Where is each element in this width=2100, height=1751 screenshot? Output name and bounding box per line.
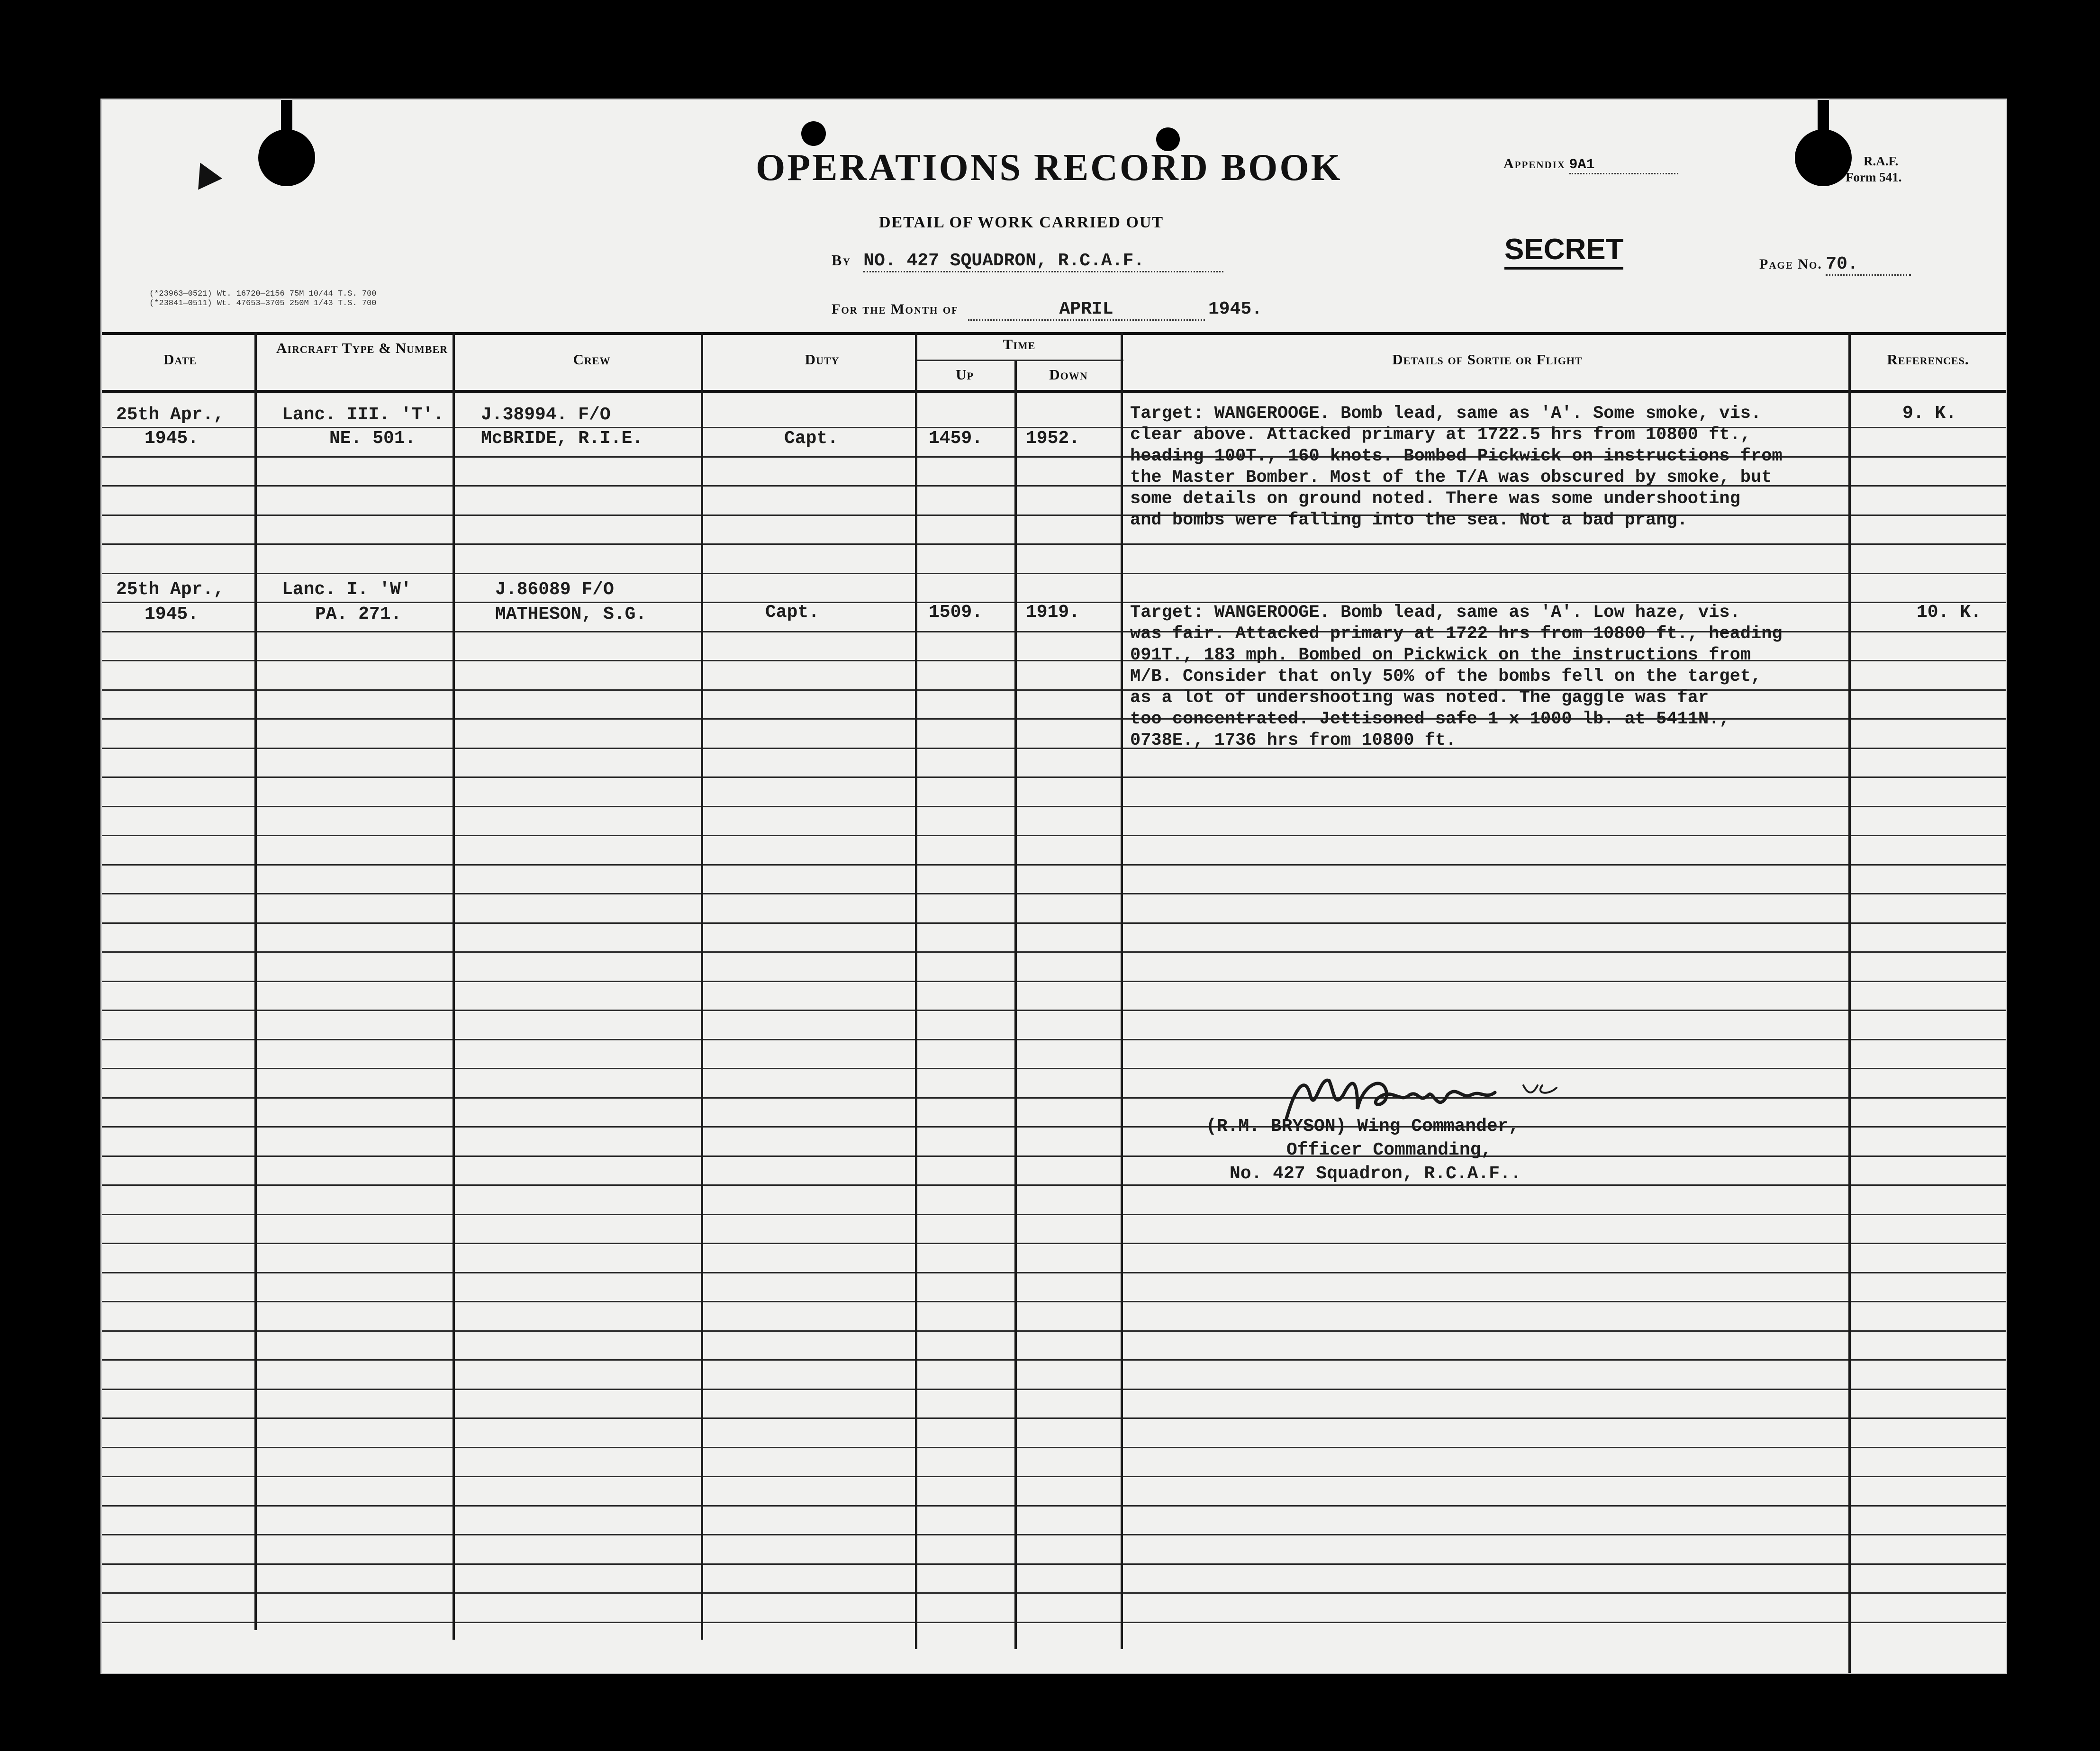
col-down: Down (1049, 366, 1088, 383)
month-label: For the Month of (832, 301, 959, 317)
divider-crew (701, 332, 703, 1640)
ruled-line (102, 1476, 2006, 1477)
ruled-line (102, 1417, 2006, 1419)
classification-stamp: SECRET (1504, 233, 1623, 270)
form-code (1846, 153, 1901, 185)
ruled-line (102, 922, 2006, 924)
entry2-up: 1509. (929, 602, 983, 623)
ruled-line (102, 1097, 2006, 1099)
entry1-date: 25th Apr., 1945. (116, 405, 225, 449)
entry2-reference: 10. K. (1917, 602, 1982, 623)
divider-time (1014, 361, 1017, 1649)
ruled-line (102, 1534, 2006, 1535)
print-codes (149, 289, 376, 308)
ruled-line (102, 1505, 2006, 1507)
ruled-line (102, 1068, 2006, 1069)
appendix-value: 9A1 (1569, 157, 1678, 174)
signature-name: (R.M. BRYSON) Wing Commander, (1206, 1116, 1520, 1137)
page-number (1759, 254, 1911, 276)
page-label: Page No. (1759, 256, 1822, 272)
divider-details (1848, 332, 1851, 1673)
form-code-line2: Form 541. (1846, 170, 1902, 184)
form-title: OPERATIONS RECORD BOOK (756, 147, 1342, 189)
divider-date (254, 332, 257, 1630)
ruled-line (102, 1039, 2006, 1040)
time-header-split (915, 360, 1123, 361)
ruled-line (102, 543, 2006, 545)
page-value: 70. (1826, 254, 1911, 276)
col-crew: Crew (573, 351, 611, 368)
punch-hole-right (1795, 129, 1852, 186)
appendix (1503, 156, 1678, 174)
entry1-duty: Capt. (784, 428, 839, 449)
month-line (832, 299, 1262, 321)
entry2-down: 1919. (1026, 602, 1080, 623)
col-aircraft: Aircraft Type & Number (276, 340, 448, 356)
ruled-line (102, 1389, 2006, 1390)
ink-mark (188, 157, 222, 190)
entry2-date: 25th Apr., 1945. (116, 579, 225, 624)
col-time: Time (1003, 336, 1036, 352)
header-bottom-border (102, 390, 2006, 393)
handwritten-signature-text (1277, 1066, 1280, 1067)
table-top-border (102, 332, 2006, 335)
ruled-line (102, 1214, 2006, 1215)
ruled-line (102, 1272, 2006, 1273)
ruled-line (102, 573, 2006, 574)
signature-title: Officer Commanding, (1286, 1140, 1492, 1160)
ruled-line (102, 1592, 2006, 1594)
col-up: Up (956, 366, 974, 383)
entry2-crew: J.86089 F/O MATHESON, S.G. (495, 579, 647, 624)
ruled-line (102, 1301, 2006, 1302)
print-code-2: (*23841—0511) Wt. 47653—3705 250M 1/43 T.S. 700 (149, 299, 377, 308)
ruled-line (102, 1184, 2006, 1186)
col-date: Date (163, 351, 197, 368)
entry2-aircraft: Lanc. I. 'W' PA. 271. (282, 579, 412, 624)
entry1-details: Target: WANGEROOGE. Bomb lead, same as 'A'. Some smoke, vis. clear above. Attacked primary at 1722.5 hrs from 10800 ft., heading 100T., 160 knots. Bombed Pickwick on instructions from the Master Bomber. Most of the T/A was obscured by smoke, but some details on ground noted. There was some undershooting and bombs were falling into the sea. Not a bad prang. (1130, 404, 1783, 530)
ruled-line (102, 835, 2006, 836)
entry2-duty: Capt. (765, 602, 820, 623)
punch-slot-right (1818, 100, 1829, 138)
ruled-line (102, 1010, 2006, 1011)
ruled-line (102, 1563, 2006, 1565)
print-code-1: (*23963—0521) Wt. 16720—2156 75M 10/44 T.S. 700 (149, 289, 377, 298)
by-label: By (832, 252, 851, 269)
subtitle: DETAIL OF WORK CARRIED OUT (879, 214, 1164, 231)
entry1-reference: 9. K. (1902, 403, 1957, 424)
record-sheet (100, 99, 2007, 1674)
ruled-line (102, 1155, 2006, 1157)
ruled-line (102, 1126, 2006, 1128)
divider-aircraft (453, 332, 455, 1640)
ruled-line (102, 1330, 2006, 1332)
col-details: Details of Sortie or Flight (1392, 351, 1583, 368)
entry1-aircraft: Lanc. III. 'T'. NE. 501. (282, 405, 444, 449)
entry1-crew: J.38994. F/O McBRIDE, R.I.E. (481, 405, 643, 449)
month-value: APRIL (968, 299, 1205, 321)
col-references: References. (1887, 351, 1969, 368)
ruled-line (102, 864, 2006, 866)
col-duty: Duty (805, 351, 840, 368)
ruled-line (102, 1447, 2006, 1448)
divider-down (1121, 332, 1123, 1649)
ruled-line (102, 1243, 2006, 1244)
divider-duty (915, 332, 917, 1649)
ruled-line (102, 776, 2006, 778)
unit-value: NO. 427 SQUADRON, R.C.A.F. (863, 251, 1223, 272)
ruled-line (102, 951, 2006, 953)
entry1-down: 1952. (1026, 428, 1080, 449)
small-hole-1 (801, 121, 826, 146)
ruled-line (102, 806, 2006, 807)
form-code-line1: R.A.F. (1864, 154, 1899, 168)
entry2-details: Target: WANGEROOGE. Bomb lead, same as 'A'. Low haze, vis. was fair. Attacked primary at 1722 hrs from 10800 ft., heading 091T., 183 mph. Bombed on Pickwick on the instructions from M/B. Consider that only 50% of the bombs fell on the target, as a lot of undershooting was noted. The gaggle was far too concentrated. Jettisoned safe 1 x 1000 lb. at 5411N., 0738E., 1736 hrs from 10800 ft. (1130, 603, 1783, 750)
punch-hole-left (258, 129, 315, 186)
entry1-up: 1459. (929, 428, 983, 449)
signature-unit: No. 427 Squadron, R.C.A.F.. (1230, 1164, 1521, 1184)
unit-line (832, 251, 1223, 272)
ruled-line (102, 1359, 2006, 1361)
year-value: 1945. (1208, 299, 1263, 319)
ruled-line (102, 893, 2006, 894)
appendix-label: Appendix (1503, 156, 1566, 171)
ruled-line (102, 981, 2006, 982)
ruled-line (102, 1622, 2006, 1623)
punch-slot-left (281, 100, 292, 138)
